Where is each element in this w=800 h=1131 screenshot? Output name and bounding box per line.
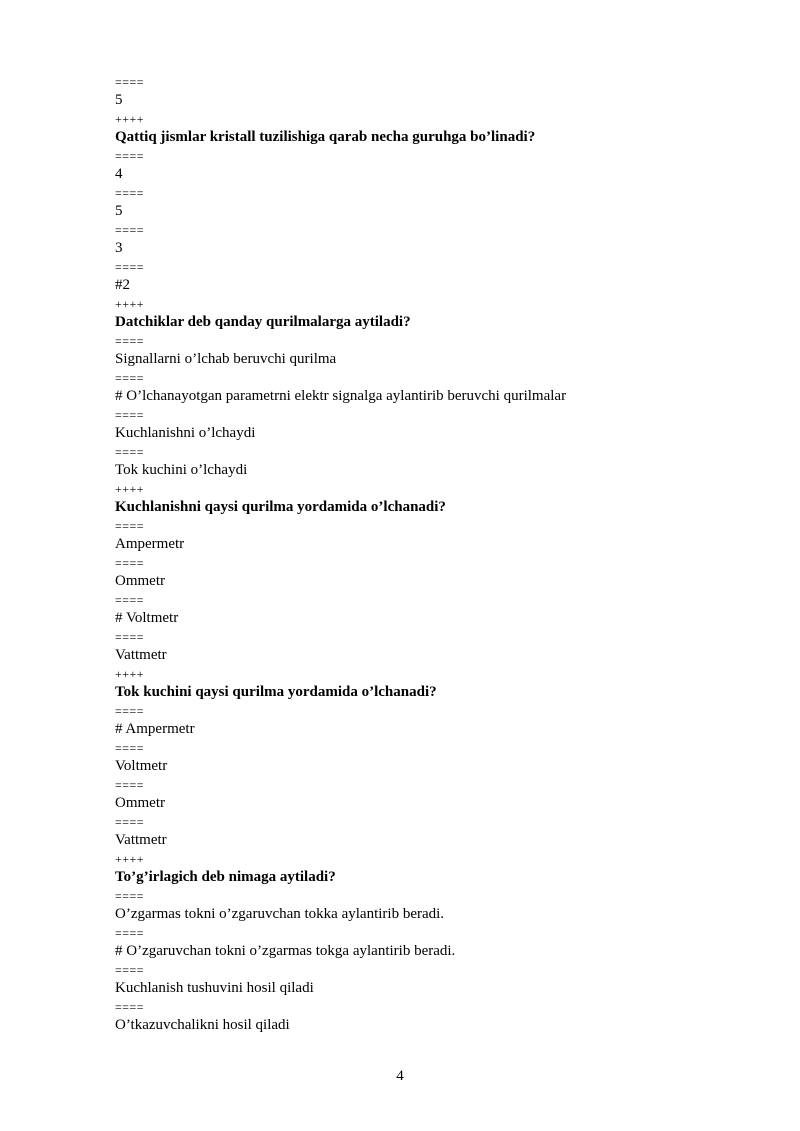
answer-option: # Ampermetr [115,721,195,737]
answer-option: 4 [115,166,123,182]
question-separator: ++++ [115,852,145,866]
question-separator: ++++ [115,112,145,126]
answer-separator: ==== [115,75,145,89]
answer-separator: ==== [115,445,145,459]
answer-option: Ommetr [115,573,165,589]
page-number: 4 [396,1068,404,1084]
question-text: Kuchlanishni qaysi qurilma yordamida o’lchanadi? [115,499,446,515]
question-text: Datchiklar deb qanday qurilmalarga aytiladi? [115,314,411,330]
answer-separator: ==== [115,556,145,570]
answer-separator: ==== [115,741,145,755]
answer-option: Kuchlanishni o’lchaydi [115,425,256,441]
answer-separator: ==== [115,630,145,644]
answer-option: Tok kuchini o’lchaydi [115,462,248,478]
answer-separator: ==== [115,334,145,348]
answer-separator: ==== [115,408,145,422]
answer-option: Signallarni o’lchab beruvchi qurilma [115,351,337,367]
answer-option: Ampermetr [115,536,185,552]
question-separator: ++++ [115,667,145,681]
answer-separator: ==== [115,815,145,829]
answer-option: 5 [115,203,123,219]
answer-separator: ==== [115,778,145,792]
question-text: Qattiq jismlar kristall tuzilishiga qarab necha guruhga bo’linadi? [115,129,536,145]
answer-option: Vattmetr [115,647,167,663]
answer-option: O’tkazuvchalikni hosil qiladi [115,1017,290,1033]
answer-option: 5 [115,92,123,108]
answer-option: Ommetr [115,795,165,811]
answer-option: #2 [115,277,130,293]
answer-separator: ==== [115,963,145,977]
answer-separator: ==== [115,593,145,607]
question-separator: ++++ [115,482,145,496]
question-separator: ++++ [115,297,145,311]
answer-separator: ==== [115,704,145,718]
answer-option: # O’zgaruvchan tokni o’zgarmas tokga aylantirib beradi. [115,943,456,959]
answer-option: # Voltmetr [115,610,179,626]
answer-separator: ==== [115,149,145,163]
question-text: Tok kuchini qaysi qurilma yordamida o’lchanadi? [115,684,437,700]
answer-separator: ==== [115,371,145,385]
document-body [115,76,715,1038]
answer-option: Voltmetr [115,758,168,774]
answer-option: Kuchlanish tushuvini hosil qiladi [115,980,314,996]
answer-separator: ==== [115,186,145,200]
answer-separator: ==== [115,926,145,940]
question-text: To’g’irlagich deb nimaga aytiladi? [115,869,336,885]
answer-separator: ==== [115,223,145,237]
answer-separator: ==== [115,260,145,274]
answer-option: 3 [115,240,123,256]
answer-option: # O’lchanayotgan parametrni elektr signalga aylantirib beruvchi qurilmalar [115,388,567,404]
answer-separator: ==== [115,889,145,903]
answer-option: Vattmetr [115,832,167,848]
answer-separator: ==== [115,1000,145,1014]
answer-separator: ==== [115,519,145,533]
answer-option: O’zgarmas tokni o’zgaruvchan tokka aylantirib beradi. [115,906,445,922]
